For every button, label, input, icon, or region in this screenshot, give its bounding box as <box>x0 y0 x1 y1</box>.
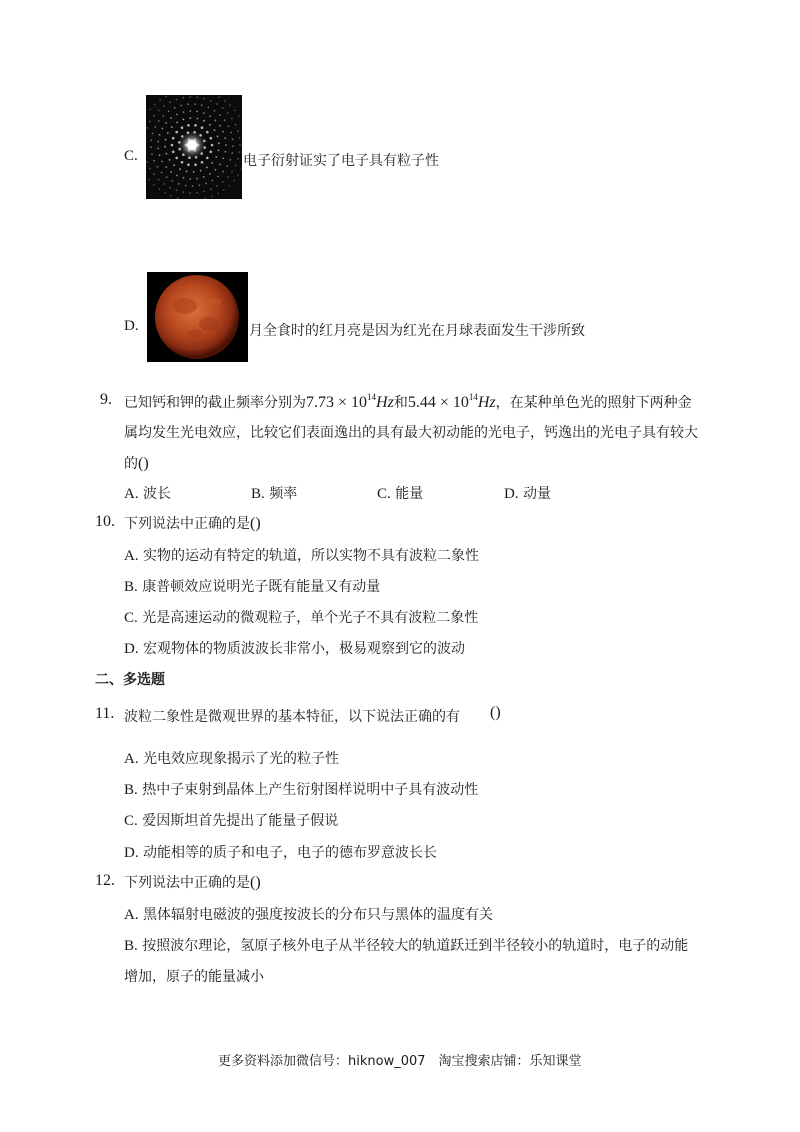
diffraction-spot <box>210 137 213 140</box>
diffraction-spot <box>163 105 165 107</box>
diffraction-spot <box>157 166 159 168</box>
diffraction-spot <box>210 188 212 190</box>
diffraction-spot <box>161 161 163 163</box>
q11-option-d[interactable] <box>124 842 437 862</box>
diffraction-spot <box>231 171 233 173</box>
diffraction-spot <box>227 112 229 114</box>
q9-value-calcium <box>306 394 376 411</box>
q10-option-c-text: 光是高速运动的微观粒子，单个光子不具有波粒二象性 <box>142 610 479 626</box>
q10-option-a-letter: A. <box>124 548 139 564</box>
q10-option-a[interactable] <box>124 545 479 565</box>
diffraction-spot <box>170 195 172 197</box>
q9-option-b[interactable] <box>251 483 297 503</box>
diffraction-spot <box>203 191 205 193</box>
diffraction-spot <box>194 163 197 166</box>
q9-value1-exponent: 14 <box>367 392 377 402</box>
q12-option-b-text-line1: 按照波尔理论，氢原子核外电子从半径较大的轨道跃迁到半径较小的轨道时，电子的动能 <box>142 938 689 954</box>
diffraction-spot <box>217 136 219 138</box>
diffraction-spot <box>164 146 166 148</box>
q10-option-b-text: 康普顿效应说明光子既有能量又有动量 <box>142 579 381 595</box>
diffraction-spot <box>161 128 163 130</box>
diffraction-spot <box>158 188 160 190</box>
diffraction-spot <box>214 110 216 112</box>
diffraction-spot <box>230 132 232 134</box>
diffraction-spot <box>203 120 205 122</box>
diffraction-spot <box>189 110 191 112</box>
diffraction-spot <box>172 137 175 140</box>
diffraction-spot <box>231 118 233 120</box>
diffraction-spot <box>187 163 190 166</box>
q10-stem-text: 下列说法中正确的是 <box>124 516 250 532</box>
diffraction-spot <box>237 158 239 160</box>
diffraction-spot <box>196 111 198 113</box>
q11-answer-paren: () <box>490 704 501 721</box>
q11-option-c[interactable] <box>124 810 338 830</box>
diffraction-spot <box>187 103 189 105</box>
q9-value1-mantissa: 7.73 × 10 <box>306 394 368 411</box>
q10-answer-paren: () <box>250 515 261 532</box>
q9-option-b-letter: B. <box>251 486 265 502</box>
diffraction-spot <box>196 192 198 194</box>
diffraction-spot <box>194 124 197 127</box>
diffraction-spot <box>149 168 151 170</box>
q9-option-c-text: 能量 <box>395 486 424 502</box>
diffraction-spot <box>206 157 209 160</box>
diffraction-spot <box>175 157 178 160</box>
diffraction-spot <box>224 137 226 139</box>
diffraction-spot <box>186 171 188 173</box>
diffraction-spot <box>222 158 224 160</box>
diffraction-spot <box>224 100 226 102</box>
diffraction-spot <box>232 138 234 140</box>
q9-number: 9. <box>100 391 112 408</box>
diffraction-spot <box>237 130 239 132</box>
q12-stem <box>124 872 261 892</box>
diffraction-spot <box>231 152 233 154</box>
diffraction-spot <box>222 131 224 133</box>
q11-number: 11. <box>95 705 115 722</box>
q11-option-d-letter: D. <box>124 845 139 861</box>
diffraction-spot <box>149 109 151 111</box>
diffraction-spot <box>150 139 152 141</box>
diffraction-spot <box>169 187 171 189</box>
diffraction-spot <box>218 96 220 98</box>
diffraction-spot <box>176 175 178 177</box>
q9-value-potassium <box>408 394 478 411</box>
diffraction-spot <box>162 115 164 117</box>
diffraction-spot <box>176 99 178 101</box>
q10-option-b-letter: B. <box>124 579 138 595</box>
diffraction-spot <box>203 98 205 100</box>
q9-option-d-text: 动量 <box>523 486 552 502</box>
diffraction-spot <box>215 169 217 171</box>
diffraction-spot <box>210 151 213 154</box>
diffraction-spot <box>227 176 229 178</box>
diffraction-spot <box>209 115 211 117</box>
q12-option-a-letter: A. <box>124 907 139 923</box>
q10-option-a-text: 实物的运动有特定的轨道，所以实物不具有波粒二象性 <box>143 548 480 564</box>
diffraction-spot <box>219 125 221 127</box>
diffraction-spot <box>146 127 148 129</box>
q8-option-c-text: 电子衍射证实了电子具有粒子性 <box>243 153 439 169</box>
q9-unit-1: Hz <box>376 394 394 411</box>
electron-diffraction-image <box>146 95 242 199</box>
diffraction-spot <box>209 173 211 175</box>
q11-option-c-text: 爱因斯坦首先提出了能量子假说 <box>142 813 339 829</box>
diffraction-spot <box>185 185 187 187</box>
diffraction-spot <box>166 153 168 155</box>
diffraction-spot <box>158 110 160 112</box>
q9-option-c-letter: C. <box>377 486 391 502</box>
diffraction-spot <box>215 156 217 158</box>
diffraction-spot <box>170 117 172 119</box>
section-title-multi-choice: 二、多选题 <box>95 672 165 688</box>
diffraction-spot <box>177 197 179 199</box>
q9-stem-text-b: ，在某种单色光的照射下两种金 <box>495 395 692 411</box>
diffraction-spot <box>217 176 219 178</box>
q9-option-d-letter: D. <box>504 486 519 502</box>
q9-stem-line3 <box>124 453 149 473</box>
q10-option-c[interactable] <box>124 607 478 627</box>
diffraction-spot <box>157 141 159 143</box>
q9-stem-text-c: 的 <box>124 456 138 472</box>
diffraction-spot <box>146 161 148 163</box>
q11-stem: 波粒二象性是微观世界的基本特征，以下说法正确的有 <box>124 709 460 725</box>
q11-option-a-letter: A. <box>124 751 139 767</box>
diffraction-spot <box>171 144 174 147</box>
diffraction-spot <box>203 112 205 114</box>
diffraction-spot <box>201 126 204 129</box>
diffraction-spot <box>219 164 221 166</box>
diffraction-spot <box>174 107 176 109</box>
diffraction-spot <box>210 100 212 102</box>
diffraction-spot <box>214 129 216 131</box>
q9-option-d[interactable] <box>504 483 551 503</box>
q12-answer-paren: () <box>250 874 261 891</box>
diffraction-spot <box>148 179 150 181</box>
diffraction-spot <box>205 183 207 185</box>
diffraction-spot <box>166 176 168 178</box>
diffraction-spot <box>158 179 160 181</box>
q8-option-c-letter: C. <box>124 148 138 164</box>
q12-option-b-letter: B. <box>124 938 138 954</box>
red-moon-image <box>147 272 248 362</box>
diffraction-spot <box>183 119 185 121</box>
q11-option-b-letter: B. <box>124 782 138 798</box>
q8-option-d-text: 月全食时的红月亮是因为红光在月球表面发生干涉所致 <box>249 323 585 339</box>
q9-stem-line1 <box>124 392 692 412</box>
diffraction-spot <box>229 104 231 106</box>
q9-option-a-text: 波长 <box>143 486 172 502</box>
diffraction-spot <box>194 103 196 105</box>
diffraction-spot <box>215 120 217 122</box>
q9-and: 和 <box>393 395 408 411</box>
q12-option-b-text-line2: 增加，原子的能量减小 <box>124 969 264 985</box>
diffraction-spot <box>182 191 184 193</box>
diffraction-spot <box>224 119 226 121</box>
diffraction-spot <box>201 104 203 106</box>
q8-option-d-letter: D. <box>124 318 139 334</box>
q10-option-d[interactable] <box>124 638 465 658</box>
diffraction-spot <box>211 196 213 198</box>
q10-option-d-letter: D. <box>124 641 139 657</box>
q9-unit-2: Hz <box>477 394 496 411</box>
q9-option-c[interactable] <box>377 483 423 503</box>
diffraction-spot <box>183 111 185 113</box>
diffraction-spot <box>200 170 202 172</box>
q10-option-b[interactable] <box>124 576 380 596</box>
diffraction-spot <box>234 110 236 112</box>
diffraction-spot <box>158 120 160 122</box>
diffraction-spot <box>164 192 166 194</box>
diffraction-spot <box>159 99 161 101</box>
diffraction-spot <box>216 185 218 187</box>
diffraction-spot <box>176 122 178 124</box>
diffraction-spot <box>201 161 204 164</box>
diffraction-spot <box>208 107 210 109</box>
q12-option-a[interactable] <box>124 904 493 924</box>
diffraction-spot <box>193 171 195 173</box>
diffraction-spot <box>222 171 224 173</box>
q11-option-d-text: 动能相等的质子和电子，电子的德布罗意波长长 <box>143 845 438 861</box>
q12-stem-text: 下列说法中正确的是 <box>124 875 250 891</box>
diffraction-spot <box>219 114 221 116</box>
diffraction-spot <box>172 151 175 154</box>
q9-option-b-text: 频率 <box>269 486 298 502</box>
q11-option-a[interactable] <box>124 748 339 768</box>
diffraction-spot <box>161 172 163 174</box>
diffraction-spot <box>169 159 171 161</box>
diffraction-spot <box>159 154 161 156</box>
diffraction-spot <box>238 115 240 117</box>
diffraction-spot <box>153 173 155 175</box>
q11-option-b-text: 热中子束射到晶体上产生衍射图样说明中子具有波动性 <box>142 782 479 798</box>
diffraction-spot <box>171 126 173 128</box>
diffraction-spot <box>170 171 172 173</box>
diffraction-spot <box>206 167 208 169</box>
diffraction-spot <box>167 132 169 134</box>
diffraction-spot <box>189 117 191 119</box>
q10-option-c-letter: C. <box>124 610 138 626</box>
diffraction-spot <box>199 184 201 186</box>
diffraction-spot <box>149 121 151 123</box>
q12-option-a-text: 黑体辐射电磁波的强度按波长的分布只与黑体的温度有关 <box>143 907 494 923</box>
diffraction-spot <box>239 137 241 139</box>
diffraction-spot <box>229 159 231 161</box>
diffraction-spot <box>224 151 226 153</box>
diffraction-spot <box>183 177 185 179</box>
diffraction-spot <box>211 144 214 147</box>
diffraction-spot <box>239 151 241 153</box>
diffraction-spot <box>217 193 219 195</box>
diffraction-spot <box>172 180 174 182</box>
diffraction-spot <box>182 97 184 99</box>
diffraction-spot <box>153 184 155 186</box>
diffraction-spot <box>211 162 213 164</box>
diffraction-spot <box>235 124 237 126</box>
q9-option-a-letter: A. <box>124 486 139 502</box>
diffraction-spot <box>173 164 175 166</box>
diffraction-spot <box>154 104 156 106</box>
diffraction-spot <box>233 180 235 182</box>
diffraction-spot <box>176 190 178 192</box>
diffraction-spot <box>153 160 155 162</box>
q9-value2-mantissa: 5.44 × 10 <box>407 394 469 411</box>
footer-text: 更多资料添加微信号：hiknow_007 淘宝搜索店铺：乐知课堂 <box>218 1054 582 1069</box>
diffraction-spot <box>169 101 171 103</box>
diffraction-spot <box>223 189 225 191</box>
diffraction-spot <box>165 166 167 168</box>
diffraction-spot <box>222 181 224 183</box>
q11-option-c-letter: C. <box>124 813 138 829</box>
diffraction-spot <box>216 103 218 105</box>
diffraction-spot <box>165 122 167 124</box>
diffraction-spot <box>218 142 220 144</box>
diffraction-spot <box>159 134 161 136</box>
q9-answer-paren: () <box>138 455 149 472</box>
diffraction-spot <box>189 192 191 194</box>
q9-option-a[interactable] <box>124 483 171 503</box>
diffraction-spot <box>152 133 154 135</box>
diffraction-spot <box>228 185 230 187</box>
diffraction-spot <box>237 174 239 176</box>
q10-option-d-text: 宏观物体的物质波波长非常小，极易观察到它的波动 <box>143 641 466 657</box>
diffraction-spot <box>239 144 241 146</box>
diffraction-spot <box>203 176 205 178</box>
diffraction-spot <box>226 165 228 167</box>
diffraction-spot <box>232 145 234 147</box>
diffraction-spot <box>196 178 198 180</box>
diffraction-spot <box>180 105 182 107</box>
q9-value2-exponent: 14 <box>468 392 478 402</box>
diffraction-spot <box>192 185 194 187</box>
diffraction-spot <box>168 110 170 112</box>
diffraction-spot <box>178 183 180 185</box>
diffraction-spot <box>181 126 184 129</box>
diffraction-spot <box>235 165 237 167</box>
diffraction-spot <box>153 115 155 117</box>
diffraction-spot <box>218 150 220 152</box>
q12-number: 12. <box>95 872 115 889</box>
diffraction-spot <box>175 131 178 134</box>
diffraction-spot <box>163 183 165 185</box>
diffraction-spot <box>151 153 153 155</box>
diffraction-spot <box>225 144 227 146</box>
diffraction-spot <box>181 161 184 164</box>
diffraction-spot <box>196 96 198 98</box>
q9-stem-text-a: 已知钙和钾的截止频率分别为 <box>124 395 306 411</box>
q11-option-b[interactable] <box>124 779 478 799</box>
diffraction-spot <box>154 126 156 128</box>
diffraction-spot <box>228 125 230 127</box>
diffraction-spot <box>206 131 209 134</box>
diffraction-spot <box>179 168 181 170</box>
q12-option-b[interactable] <box>124 935 688 955</box>
diffraction-spot <box>209 124 211 126</box>
diffraction-spot <box>165 139 167 141</box>
diffraction-spot <box>189 178 191 180</box>
diffraction-spot <box>189 96 191 98</box>
q9-stem-line2: 属均发生光电效应，比较它们表面逸出的具有最大初动能的光电子，钙逸出的光电子具有较大 <box>124 425 698 441</box>
diffraction-spot <box>150 146 152 148</box>
diffraction-spot <box>222 107 224 109</box>
q11-option-a-text: 光电效应现象揭示了光的粒子性 <box>143 751 340 767</box>
diffraction-spot <box>176 114 178 116</box>
diffraction-spot <box>165 96 167 98</box>
q10-stem <box>124 513 261 533</box>
diffraction-spot <box>187 124 190 127</box>
diffraction-spot <box>197 118 199 120</box>
diffraction-spot <box>212 180 214 182</box>
q10-number: 10. <box>95 513 115 530</box>
diffraction-spot <box>157 148 159 150</box>
